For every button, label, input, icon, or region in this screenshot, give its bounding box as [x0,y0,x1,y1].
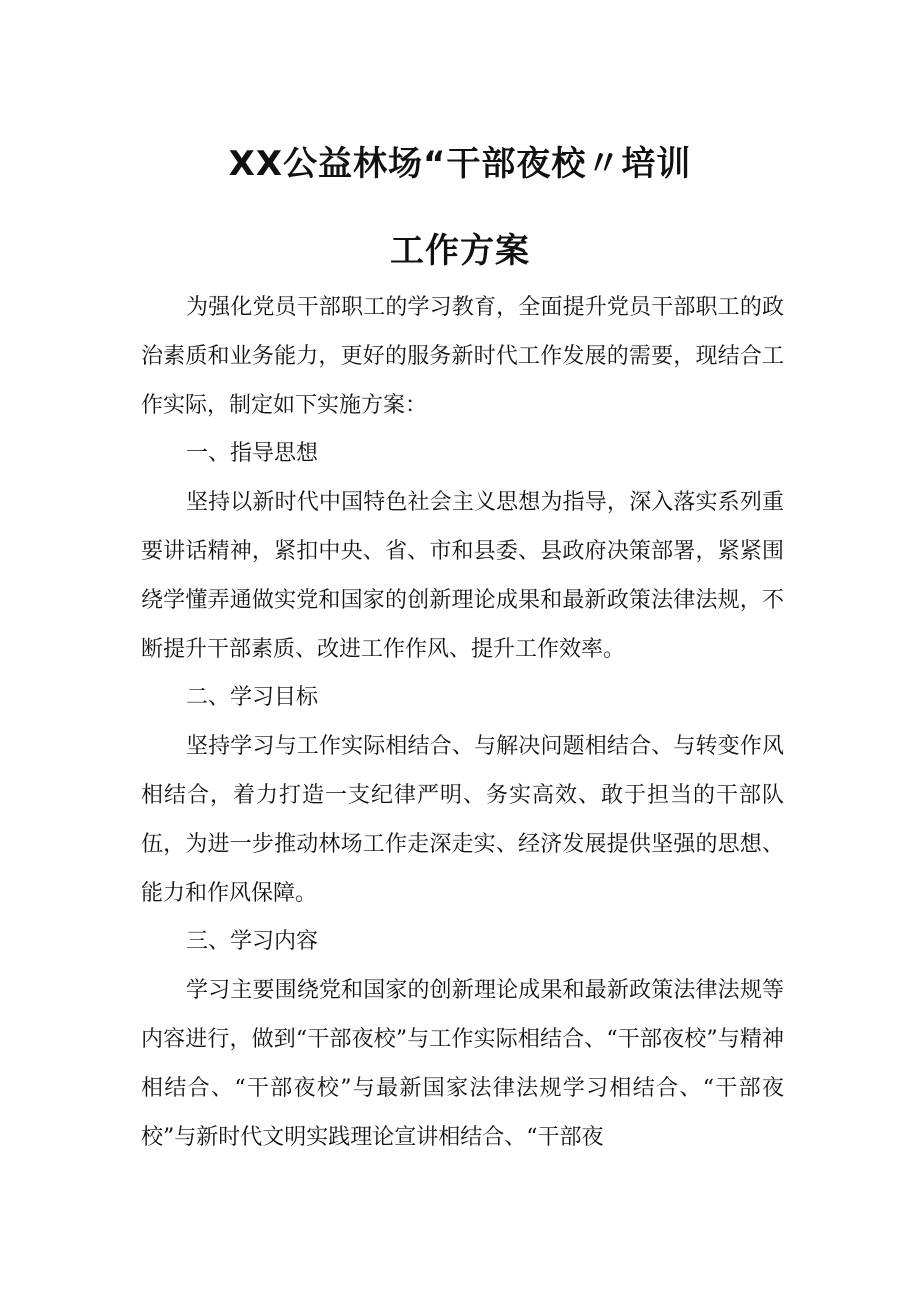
document-body [141,284,784,1162]
intro-paragraph: 为强化党员干部职工的学习教育，全面提升党员干部职工的政治素质和业务能力，更好的服务新时代工作发展的需要，现结合工作实际，制定如下实施方案： [141,295,784,418]
document-title-line-1: XX公益林场“干部夜校〃培训 [228,144,692,184]
section-body-guiding-ideology: 坚持以新时代中国特色社会主义思想为指导，深入落实系列重要讲话精神，紧扣中央、省、市和县委、县政府决策部署，紧紧围绕学懂弄通做实党和国家的创新理论成果和最新政策法律法规，不断提升干部素质、改进工作作风、提升工作效率。 [141,490,784,662]
section-body-learning-goals: 坚持学习与工作实际相结合、与解决问题相结合、与转变作风相结合，着力打造一支纪律严明、务实高效、敢于担当的干部队伍，为进一步推动林场工作走深走实、经济发展提供坚强的思想、能力和作风保障。 [141,734,784,906]
section-body-learning-content: 学习主要围绕党和国家的创新理论成果和最新政策法律法规等内容进行，做到“干部夜校”与工作实际相结合、“干部夜校”与精神相结合、“干部夜校”与最新国家法律法规学习相结合、“干部夜校”与新时代文明实践理论宣讲相结合、“干部夜 [141,978,784,1150]
section-heading-learning-goals: 二、学习目标 [186,685,319,711]
section-heading-learning-content: 三、学习内容 [186,929,319,955]
document-title-line-2: 工作方案 [390,231,530,271]
section-heading-guiding-ideology: 一、指导思想 [186,441,319,467]
